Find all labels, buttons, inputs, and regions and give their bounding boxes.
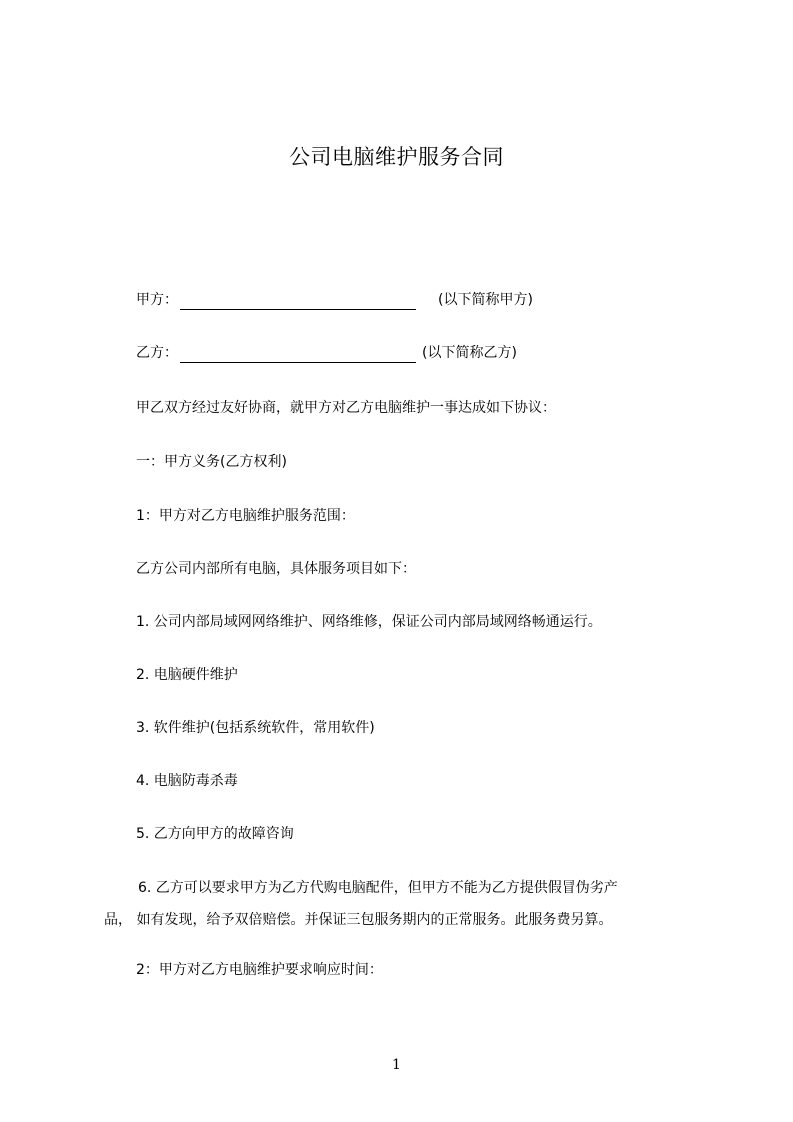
party-b-suffix: (以下简称乙方) (422, 345, 517, 361)
party-a-blank (180, 294, 416, 310)
party-a-line (136, 290, 533, 310)
page-number: 1 (392, 1057, 401, 1073)
list-item: 5. 乙方向甲方的故障咨询 (136, 826, 294, 842)
list-item: 4. 电脑防毒杀毒 (136, 773, 238, 789)
list-item: 2. 电脑硬件维护 (136, 667, 238, 683)
document-title: 公司电脑维护服务合同 (289, 145, 504, 169)
clause-2-heading: 2：甲方对乙方电脑维护要求响应时间： (136, 962, 383, 978)
party-a-suffix: (以下简称甲方) (438, 292, 533, 308)
item-6-line-2: 品， 如有发现，给予双倍赔偿。并保证三包服务期内的正常服务。此服务费另算。 (104, 912, 613, 928)
party-b-line (136, 343, 517, 363)
party-b-label: 乙方： (136, 345, 178, 361)
list-item: 1. 公司内部局域网网络维护、网络维修，保证公司内部局域网络畅通运行。 (136, 614, 602, 630)
scope-statement: 乙方公司内部所有电脑，具体服务项目如下： (136, 561, 416, 577)
clause-1-heading: 1：甲方对乙方电脑维护服务范围： (136, 508, 355, 524)
party-a-label: 甲方： (136, 292, 178, 308)
item-6-line-1: 6. 乙方可以要求甲方为乙方代购电脑配件，但甲方不能为乙方提供假冒伪劣产 (138, 880, 618, 896)
item-6-paragraph (104, 878, 696, 930)
section-1-heading: 一：甲方义务(乙方权利) (136, 454, 287, 470)
party-b-blank (180, 347, 416, 363)
list-item: 3. 软件维护(包括系统软件，常用软件) (136, 720, 375, 736)
intro-paragraph: 甲乙双方经过友好协商，就甲方对乙方电脑维护一事达成如下协议： (136, 400, 556, 416)
